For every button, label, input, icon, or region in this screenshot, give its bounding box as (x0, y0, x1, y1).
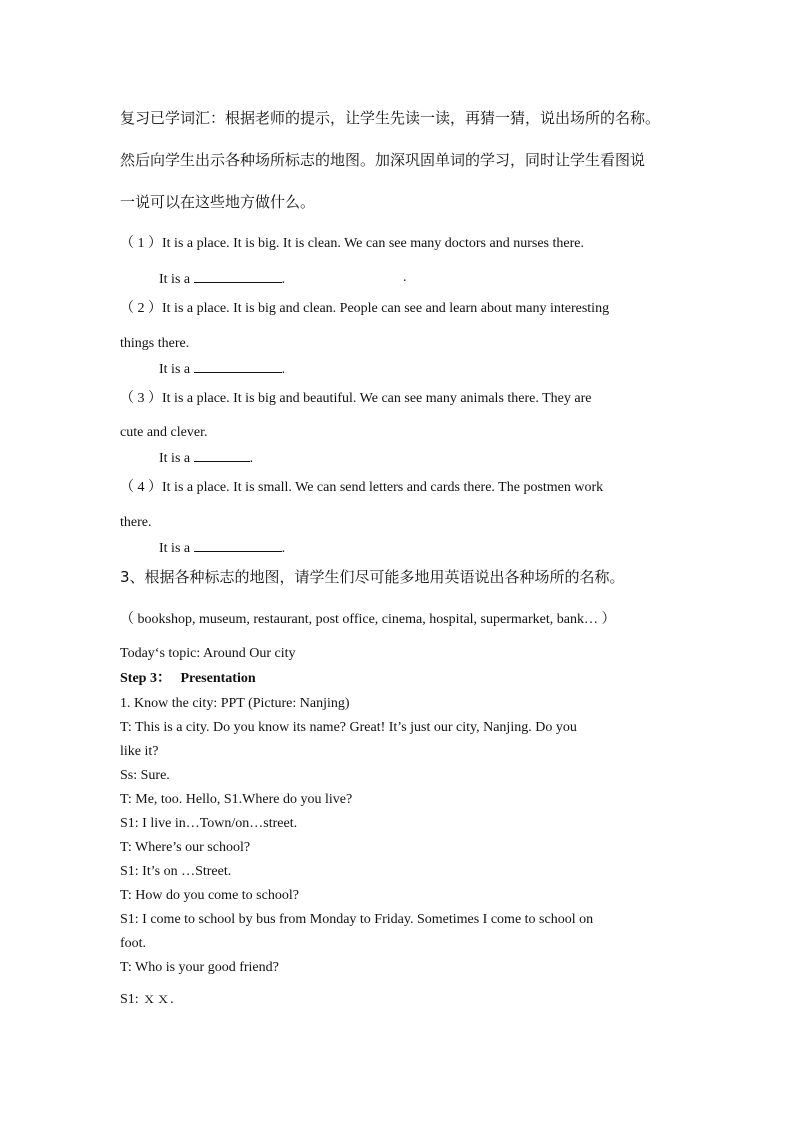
riddle-4-suffix: . (281, 541, 286, 556)
riddle-1-suffix: . (281, 272, 286, 287)
todays-topic: Today‘s topic: Around Our city (120, 646, 296, 661)
riddle-4-prefix: It is a (159, 541, 191, 556)
dialogue-line: Ss: Sure. (120, 768, 170, 783)
step-instruction: 3、根据各种标志的地图，请学生们尽可能多地用英语说出各种场所的名称。 (120, 568, 625, 586)
riddle-3-answer (159, 450, 253, 466)
intro-line-3: 一说可以在这些地方做什么。 (120, 193, 316, 211)
step3-title: Presentation (180, 671, 256, 686)
step3-label: Step 3： (120, 671, 171, 686)
dialogue-line: T: Who is your good friend? (120, 960, 279, 975)
dialogue-line: like it? (120, 744, 159, 759)
riddle-1-answer (159, 270, 407, 287)
places-list: （ bookshop, museum, restaurant, post office, cinema, hospital, supermarket, bank… ） (120, 612, 616, 627)
dialogue-line: 1. Know the city: PPT (Picture: Nanjing) (120, 696, 350, 711)
dialogue-line: foot. (120, 936, 147, 951)
dialogue-line: T: Me, too. Hello, S1.Where do you live? (120, 792, 353, 807)
dialogue-line: T: Where’s our school? (120, 840, 251, 855)
riddle-3-blank[interactable] (194, 450, 250, 462)
riddle-3-clue-cont: cute and clever. (120, 425, 208, 440)
dialogue-line: T: This is a city. Do you know its name? Great! It’s just our city, Nanjing. Do you (120, 720, 577, 735)
riddle-2-clue-cont: things there. (120, 336, 190, 351)
riddle-1-prefix: It is a (159, 272, 191, 287)
riddle-3-clue: （ 3 ）It is a place. It is big and beautiful. We can see many animals there. They are (120, 391, 592, 406)
step3-heading (120, 672, 256, 686)
riddle-4-blank[interactable] (194, 540, 282, 552)
riddle-1-clue: （ 1 ）It is a place. It is big. It is clean. We can see many doctors and nurses there. (120, 236, 584, 251)
dialogue-line: S1: I come to school by bus from Monday to Friday. Sometimes I come to school on (120, 912, 594, 927)
riddle-2-clue: （ 2 ）It is a place. It is big and clean. People can see and learn about many interesting (120, 301, 610, 316)
dialogue-line: S1: I live in…Town/on…street. (120, 816, 298, 831)
riddle-2-blank[interactable] (194, 361, 282, 373)
riddle-2-answer (159, 361, 285, 377)
riddle-4-clue-cont: there. (120, 515, 152, 530)
riddle-4-clue: （ 4 ）It is a place. It is small. We can send letters and cards there. The postmen work (120, 480, 604, 495)
riddle-1-blank[interactable] (194, 271, 282, 283)
intro-line-2: 然后向学生出示各种场所标志的地图。加深巩固单词的学习，同时让学生看图说 (120, 151, 646, 169)
dialogue-line: T: How do you come to school? (120, 888, 299, 903)
intro-line-1: 复习已学词汇：根据老师的提示，让学生先读一读，再猜一猜，说出场所的名称。 (120, 109, 661, 127)
dialogue-line: S1: ｘｘ. (120, 992, 174, 1007)
riddle-3-suffix: . (249, 451, 254, 466)
riddle-3-prefix: It is a (159, 451, 191, 466)
riddle-1-trailing: . (403, 270, 407, 285)
riddle-2-prefix: It is a (159, 362, 191, 377)
dialogue-line: S1: It’s on …Street. (120, 864, 232, 879)
riddle-2-suffix: . (281, 362, 286, 377)
riddle-4-answer (159, 540, 285, 556)
